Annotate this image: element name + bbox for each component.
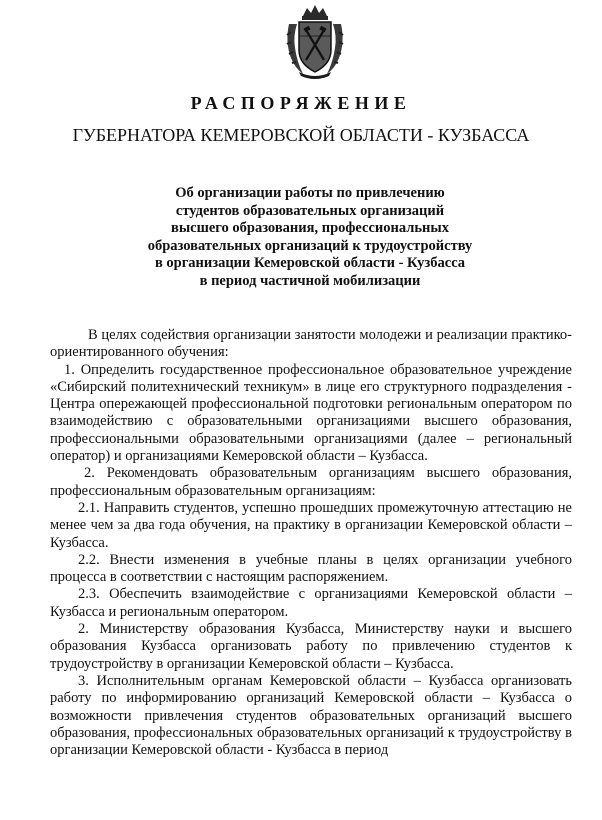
title-line: в период частичной мобилизации xyxy=(199,272,421,289)
document-title xyxy=(100,185,520,291)
clause-1: 1. Определить государственное профессиональное образовательное учреждение «Сибирский политехнический техникум» в лице его структурного подразделения - Центра опережающей профессиональной подготовки региональным оператором по взаимодействию с образовательными организациями высшего образования, профессиональными образовательными организациями (далее – региональный оператор) и организациями Кемеровской области – Кузбасса. xyxy=(50,361,572,465)
clause-2-ministries: 2. Министерству образования Кузбасса, Министерству науки и высшего образования Кузбасса организовать работу по привлечению студентов к трудоустройству в организации Кемеровской области – Кузбасса. xyxy=(50,621,572,672)
title-line: образовательных организаций к трудоустройству xyxy=(147,237,473,254)
clause-3: 3. Исполнительным органам Кемеровской области – Кузбасса организовать работу по информированию организаций Кемеровской области – Кузбасса о возможности привлечения студентов образовательных организаций высшего образования, профессиональных образовательных организаций к трудоустройству в организации Кемеровской области - Кузбасса в период xyxy=(50,672,572,759)
title-line: студентов образовательных организаций xyxy=(175,202,445,219)
title-line: в организации Кемеровской области - Кузбасса xyxy=(154,255,466,272)
document-body xyxy=(50,327,572,759)
coat-of-arms-emblem xyxy=(285,2,345,80)
clause-2-1: 2.1. Направить студентов, успешно прошедших промежуточную аттестацию не менее чем за два года обучения, на практику в организации Кемеровской области – Кузбасса. xyxy=(50,499,572,551)
issuer-line: ГУБЕРНАТОРА КЕМЕРОВСКОЙ ОБЛАСТИ - КУЗБАССА xyxy=(72,125,530,145)
clause-2-3: 2.3. Обеспечить взаимодействие с организациями Кемеровской области – Кузбасса и региональным оператором. xyxy=(50,586,572,620)
preamble-paragraph: В целях содействия организации занятости молодежи и реализации практико-ориентированного обучения: xyxy=(50,327,572,361)
title-line: высшего образования, профессиональных xyxy=(171,220,449,237)
title-line: Об организации работы по привлечению xyxy=(175,185,445,201)
document-type: РАСПОРЯЖЕНИЕ xyxy=(190,93,412,113)
clause-2: 2. Рекомендовать образовательным организациям высшего образования, профессиональным образовательным организациям: xyxy=(50,465,572,499)
clause-2-2: 2.2. Внести изменения в учебные планы в целях организации учебного процесса в соответствии с настоящим распоряжением. xyxy=(50,551,572,586)
